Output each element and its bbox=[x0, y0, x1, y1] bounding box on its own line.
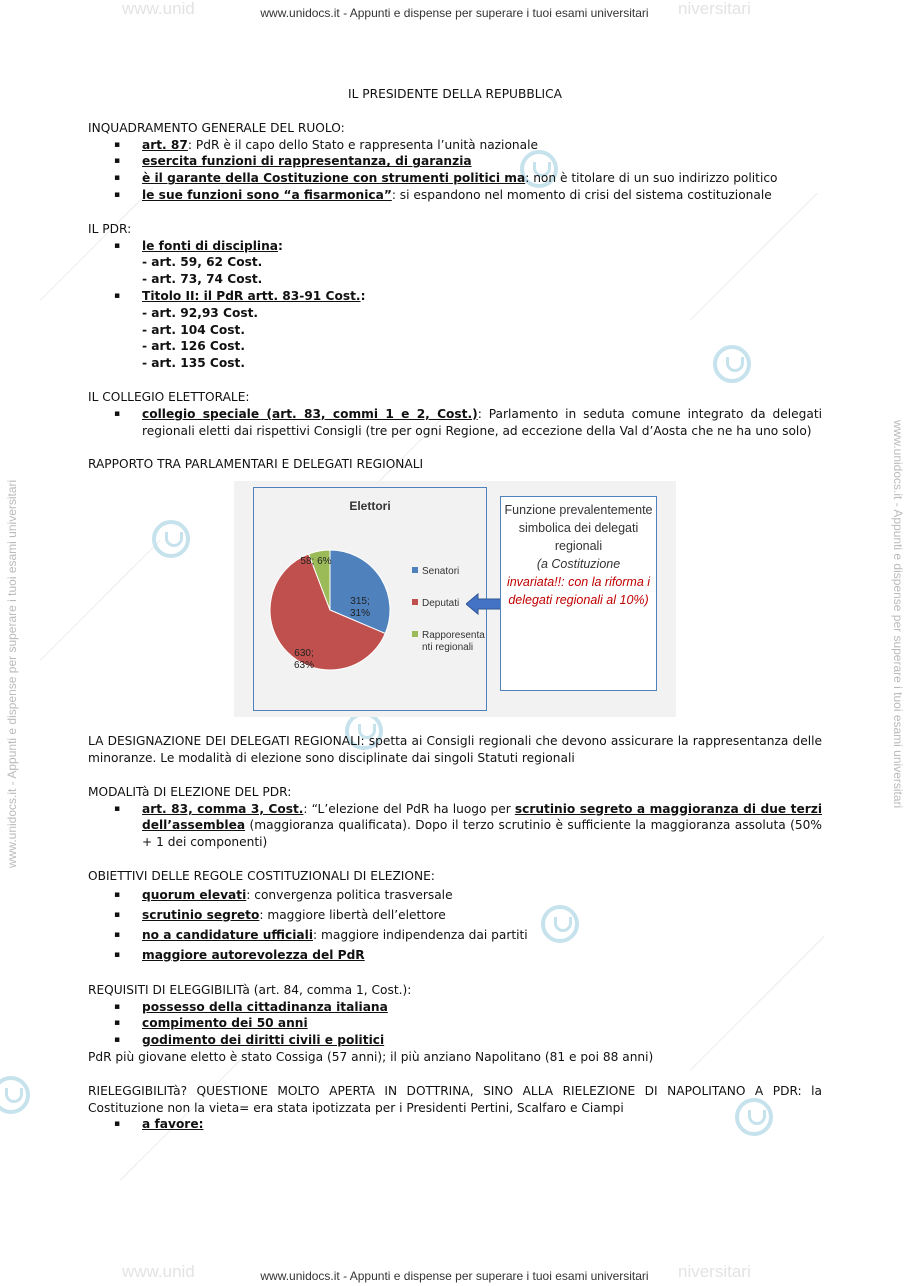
list-item: ▪ a favore: bbox=[88, 1116, 822, 1133]
watermark-ghost-right-bottom: niversitari bbox=[678, 1262, 751, 1281]
note-box bbox=[500, 496, 657, 691]
note-main-text: Funzione prevalentemente simbolica dei delegati regionali bbox=[504, 503, 653, 554]
legend-swatch bbox=[412, 599, 418, 605]
list-item: ▪ maggiore autorevolezza del PdR bbox=[88, 945, 822, 965]
data-label: 58; 6% bbox=[300, 556, 332, 568]
watermark-ghost-left-bottom: www.unid bbox=[122, 1262, 195, 1281]
note-sub-text: (a Costituzione bbox=[536, 557, 621, 572]
section-heading: OBIETTIVI DELLE REGOLE COSTITUZIONALI DI ELEZIONE: bbox=[88, 868, 435, 883]
chart-box bbox=[253, 487, 487, 711]
watermark-side-right: www.unidocs.it - Appunti e dispense per superare i tuoi esami universitari bbox=[891, 420, 905, 809]
section-designazione: LA DESIGNAZIONE DEI DELEGATI REGIONALI: spetta ai Consigli regionali che devono assicurare la rappresentanza delle minoranze. Le modalità di elezione sono disciplinate dai singoli Statuti regionali bbox=[88, 734, 822, 765]
section-heading: RAPPORTO TRA PARLAMENTARI E DELEGATI REGIONALI bbox=[88, 457, 424, 472]
legend-label: Deputati bbox=[422, 598, 460, 610]
list-item: ▪ art. 87: PdR è il capo dello Stato e rappresenta l’unità nazionale bbox=[88, 137, 822, 154]
section-pdr bbox=[88, 221, 822, 372]
pie-chart bbox=[254, 488, 486, 710]
list-item: ▪ Titolo II: il PdR artt. 83-91 Cost.: bbox=[88, 288, 822, 305]
list-item: ▪ scrutinio segreto: maggiore libertà dell’elettore bbox=[88, 905, 822, 925]
sub-item: - art. 59, 62 Cost. bbox=[142, 255, 263, 270]
watermark-top: www.unidocs.it - Appunti e dispense per superare i tuoi esami universitari bbox=[260, 6, 649, 20]
legend-label: Senatori bbox=[422, 566, 460, 578]
watermark-logo-icon bbox=[0, 1076, 30, 1114]
list-item: ▪ no a candidature ufficiali: maggiore indipendenza dai partiti bbox=[88, 925, 822, 945]
section-heading: MODALITà DI ELEZIONE DEL PDR: bbox=[88, 784, 292, 799]
section-requisiti bbox=[88, 982, 822, 1066]
list-item: ▪ art. 83, comma 3, Cost.: “L’elezione del PdR ha luogo per scrutinio segreto a maggioranza di due terzi dell’assemblea (maggioranza qualificata). Dopo il terzo scrutinio è sufficiente la maggioranza assoluta (50% + 1 dei componenti) bbox=[88, 801, 822, 851]
paragraph: PdR più giovane eletto è stato Cossiga (57 anni); il più anziano Napolitano (81 e poi 88 anni) bbox=[88, 1049, 654, 1064]
paragraph: RIELEGGIBILITà? QUESTIONE MOLTO APERTA IN DOTTRINA, SINO ALLA RIELEZIONE DI NAPOLITANO A PDR: la Costituzione non la vieta= era stata ipotizzata per i Presidenti Pertini, Scalfaro e Ciampi bbox=[88, 1083, 822, 1115]
list-item: ▪ le fonti di disciplina: bbox=[88, 238, 822, 255]
section-ruolo bbox=[88, 120, 822, 204]
sub-item: - art. 92,93 Cost. bbox=[142, 305, 259, 320]
data-label: 630; 63% bbox=[293, 648, 315, 672]
legend-label: Rapporesenta nti regionali bbox=[422, 630, 485, 654]
section-heading: INQUADRAMENTO GENERALE DEL RUOLO: bbox=[88, 120, 345, 135]
chart-title: Elettori bbox=[349, 499, 391, 514]
sub-item: - art. 73, 74 Cost. bbox=[142, 272, 263, 287]
watermark-ghost-left: www.unid bbox=[122, 0, 195, 18]
list-item: ▪ è il garante della Costituzione con strumenti politici ma: non è titolare di un suo indirizzo politico bbox=[88, 170, 822, 187]
legend-swatch bbox=[412, 567, 418, 573]
list-item: ▪ esercita funzioni di rappresentanza, di garanzia bbox=[88, 153, 822, 170]
list-item: ▪ le sue funzioni sono “a fisarmonica”: si espandono nel momento di crisi del sistema costituzionale bbox=[88, 187, 822, 204]
document-page bbox=[88, 86, 822, 1133]
note-red-text: invariata!!: con la riforma i delegati regionali al 10%) bbox=[506, 575, 651, 608]
list-item: ▪ collegio speciale (art. 83, commi 1 e 2, Cost.): Parlamento in seduta comune integrato da delegati regionali eletti dai rispettivi Consigli (tre per ogni Regione, ad eccezione della Val d’Aosta che ne ha uno solo) bbox=[88, 406, 822, 440]
data-label: 315; 31% bbox=[349, 596, 371, 620]
watermark-ghost-right: niversitari bbox=[678, 0, 751, 18]
list-item: ▪ possesso della cittadinanza italiana bbox=[88, 999, 822, 1016]
sub-item: - art. 135 Cost. bbox=[142, 356, 245, 371]
section-modalita bbox=[88, 784, 822, 851]
section-heading: IL COLLEGIO ELETTORALE: bbox=[88, 389, 250, 404]
section-obiettivi bbox=[88, 868, 822, 965]
section-collegio bbox=[88, 389, 822, 439]
list-item: ▪ quorum elevati: convergenza politica trasversale bbox=[88, 885, 822, 905]
section-heading: REQUISITI DI ELEGGIBILITà (art. 84, comma 1, Cost.): bbox=[88, 982, 412, 997]
sub-item: - art. 104 Cost. bbox=[142, 322, 245, 337]
section-rapporto bbox=[88, 456, 822, 717]
chart-figure bbox=[234, 481, 676, 717]
list-item: ▪ godimento dei diritti civili e politici bbox=[88, 1032, 822, 1049]
list-item: ▪ compimento dei 50 anni bbox=[88, 1015, 822, 1032]
legend-swatch bbox=[412, 631, 418, 637]
section-rieleggibilita bbox=[88, 1083, 822, 1133]
watermark-bottom: www.unidocs.it - Appunti e dispense per superare i tuoi esami universitari bbox=[260, 1269, 649, 1283]
page-title: IL PRESIDENTE DELLA REPUBBLICA bbox=[348, 87, 562, 101]
sub-item: - art. 126 Cost. bbox=[142, 339, 245, 354]
section-heading: IL PDR: bbox=[88, 221, 132, 236]
watermark-side-left: www.unidocs.it - Appunti e dispense per superare i tuoi esami universitari bbox=[5, 479, 19, 868]
